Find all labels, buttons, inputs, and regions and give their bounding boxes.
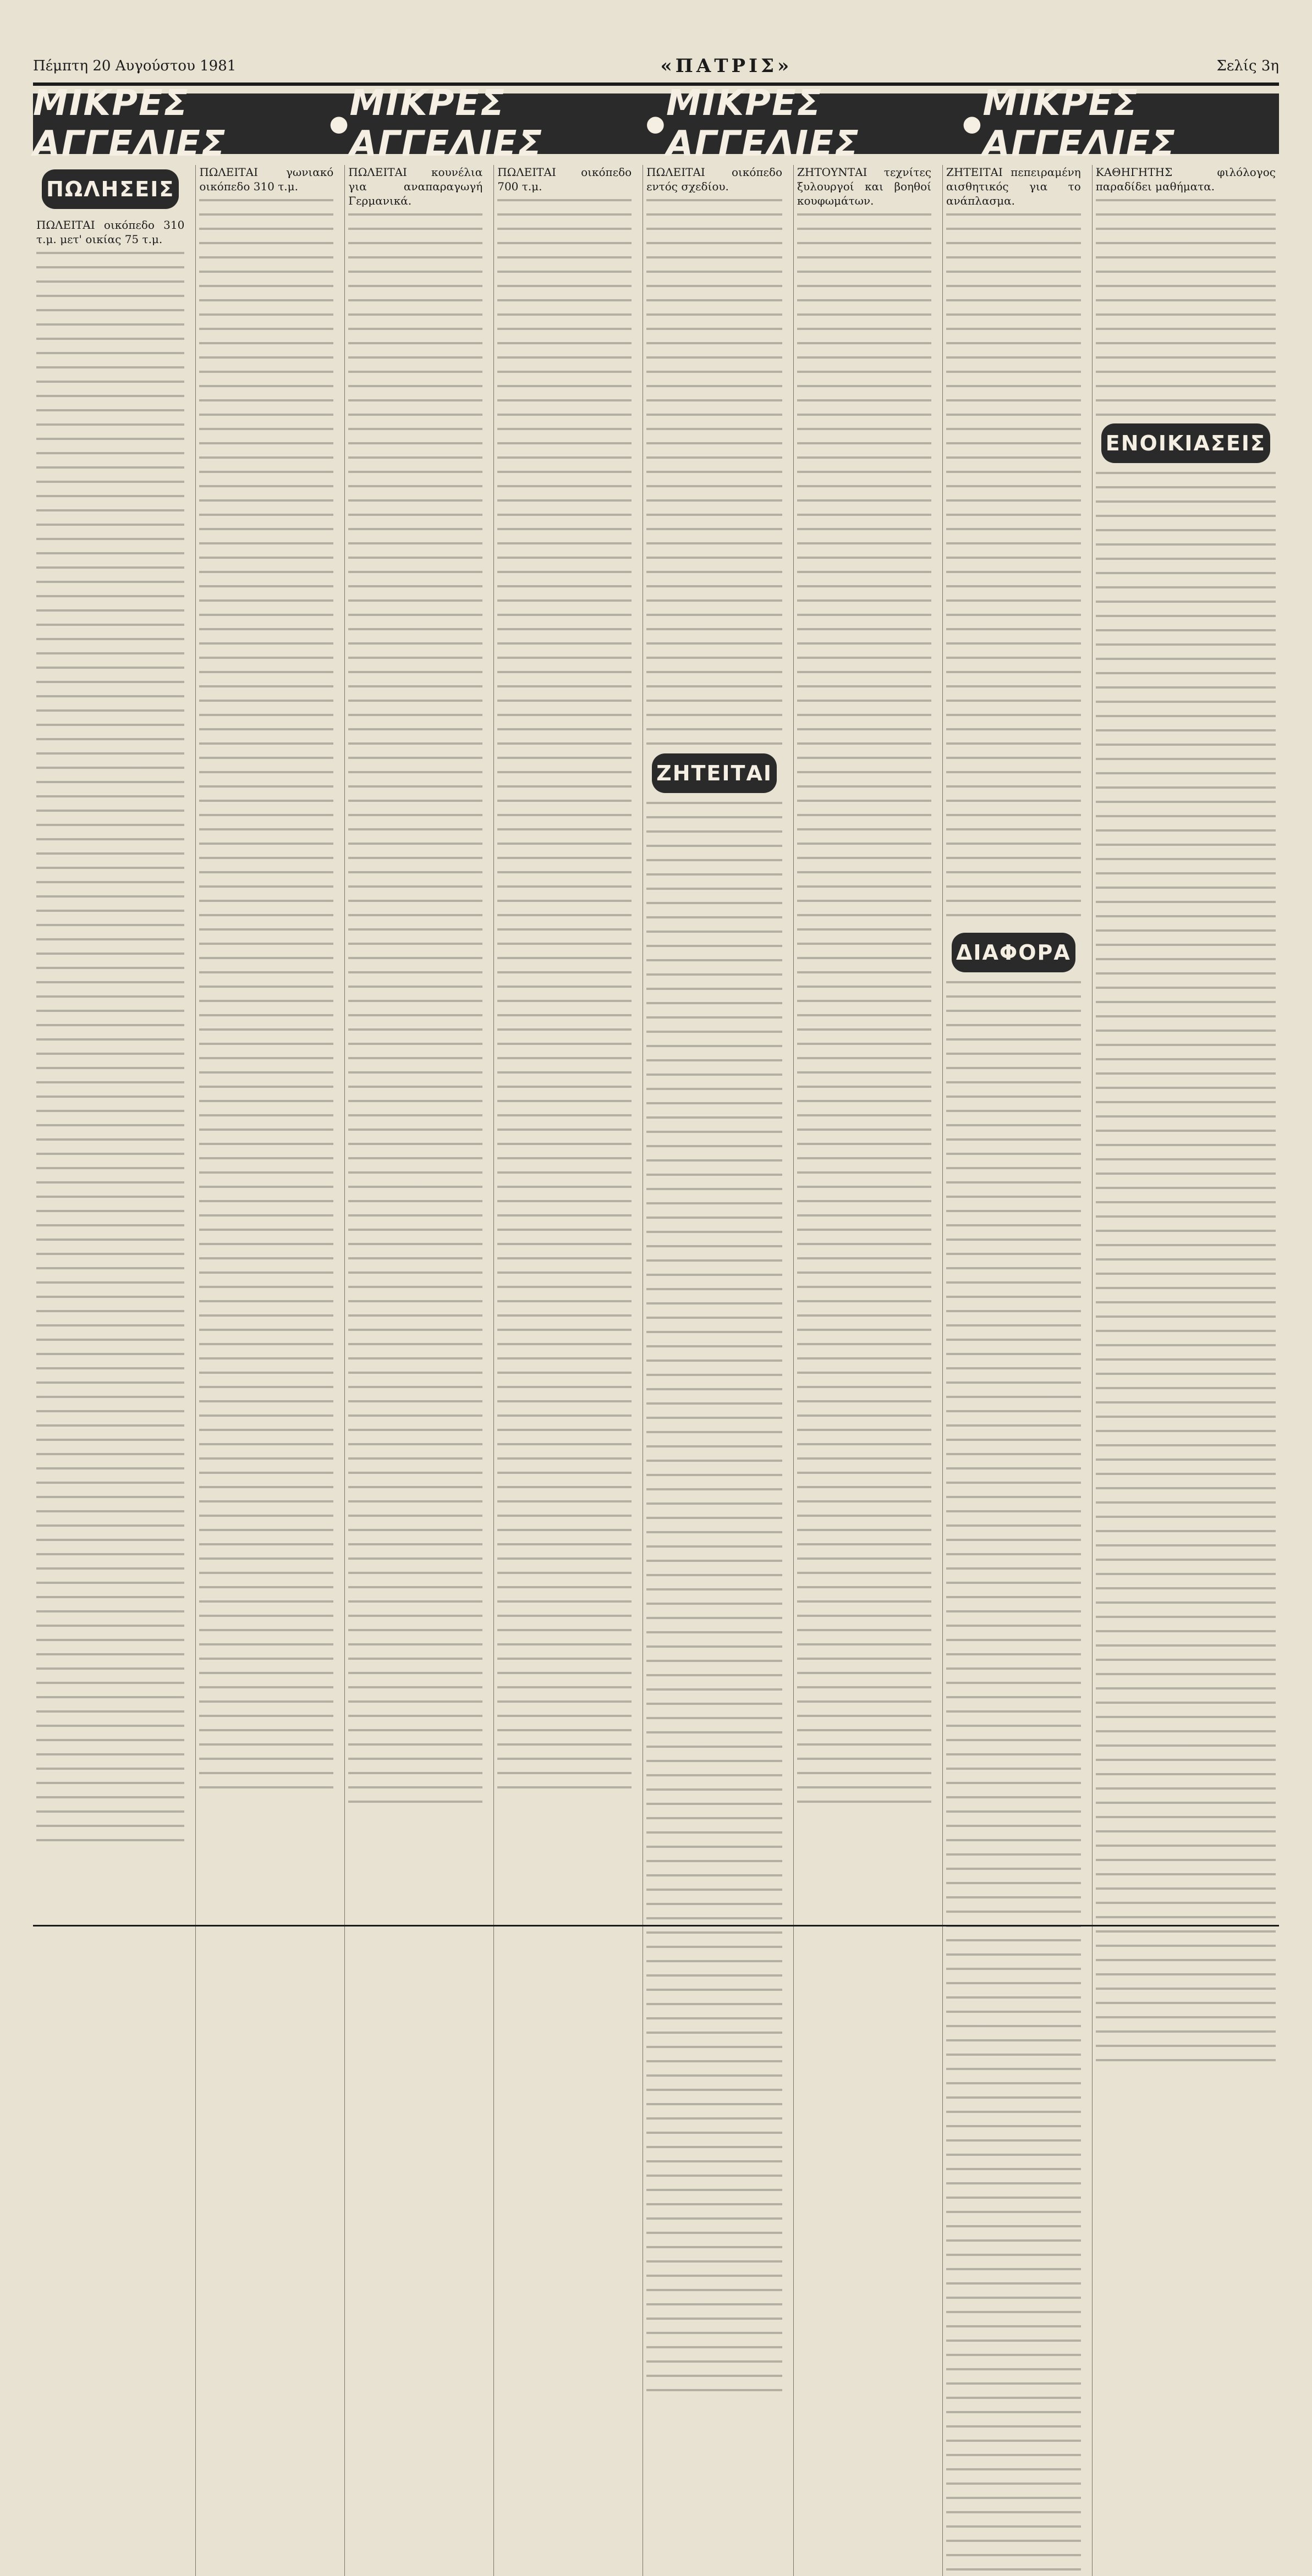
newspaper-name: «ΠΑΤΡΙΣ» — [660, 55, 793, 77]
ad-column — [344, 165, 486, 2576]
bullet-icon: ● — [329, 111, 350, 136]
ad-text-block — [1096, 199, 1276, 419]
banner-title: ΜΙΚΡΕΣ ΑΓΓΕΛΙΕΣ — [33, 83, 227, 164]
ad-column — [1092, 165, 1279, 2576]
bullet-icon: ● — [962, 111, 983, 136]
ad-text-block — [646, 802, 782, 2397]
ad-text-block — [497, 199, 632, 1794]
ad-column — [942, 165, 1084, 2576]
section-heading: ΕΝΟΙΚΙΑΣΕΙΣ — [1101, 423, 1270, 463]
ad-text-block — [1096, 472, 1276, 2067]
ad-text: ΠΩΛΕΙΤΑΙ γωνιακό οικόπεδο 310 τ.μ. — [199, 166, 334, 193]
banner-title: ΜΙΚΡΕΣ ΑΓΓΕΛΙΕΣ — [349, 83, 544, 164]
section-heading: ΖΗΤΕΙΤΑΙ — [652, 753, 777, 793]
ad-text-block — [199, 199, 333, 1794]
ad-column — [33, 165, 188, 2576]
ad-text: ΠΩΛΕΙΤΑΙ οικόπεδο εντός σχεδίου. — [646, 166, 782, 193]
ad-column — [643, 165, 786, 2576]
ad-text-block — [946, 981, 1081, 2576]
issue-date: Πέμπτη 20 Αυγούστου 1981 — [33, 58, 237, 74]
ad-text: ΠΩΛΕΙΤΑΙ οικόπεδο 700 τ.μ. — [497, 166, 632, 193]
ad-text-block — [36, 252, 184, 1847]
page-header — [33, 49, 1279, 86]
bullet-icon: ● — [646, 111, 666, 136]
ad-text: ΠΩΛΕΙΤΑΙ κουνέλια για αναπαραγωγή Γερμανικά. — [348, 166, 483, 207]
ad-text: ΖΗΤΕΙΤΑΙ πεπειραμένη αισθητικός για το ανάπλασμα. — [946, 166, 1081, 207]
section-heading: ΔΙΑΦΟΡΑ — [952, 933, 1075, 972]
ad-text-block — [797, 213, 931, 1808]
banner-title: ΜΙΚΡΕΣ ΑΓΓΕΛΙΕΣ — [666, 83, 860, 164]
bottom-rule — [33, 1925, 1279, 1927]
ad-text: ΠΩΛΕΙΤΑΙ οικόπεδο 310 τ.μ. μετ' οικίας 75 τ.μ. — [36, 218, 185, 246]
ad-text: ΖΗΤΟΥΝΤΑΙ τεχνίτες ξυλουργοί και βοηθοί κουφωμάτων. — [797, 166, 931, 207]
page-number: Σελίς 3η — [1216, 58, 1279, 74]
ad-column — [793, 165, 935, 2576]
ad-column — [195, 165, 337, 2576]
section-heading: ΠΩΛΗΣΕΙΣ — [42, 169, 179, 209]
banner-title: ΜΙΚΡΕΣ ΑΓΓΕΛΙΕΣ — [982, 83, 1176, 164]
ad-text-block — [646, 199, 782, 749]
ad-column — [493, 165, 635, 2576]
classifieds-banner — [33, 83, 1279, 164]
ad-text: ΚΑΘΗΓΗΤΗΣ φιλόλογος παραδίδει μαθήματα. — [1095, 166, 1276, 193]
ad-text-block — [946, 213, 1081, 928]
ads-columns — [33, 165, 1279, 1919]
ad-text-block — [348, 213, 482, 1808]
